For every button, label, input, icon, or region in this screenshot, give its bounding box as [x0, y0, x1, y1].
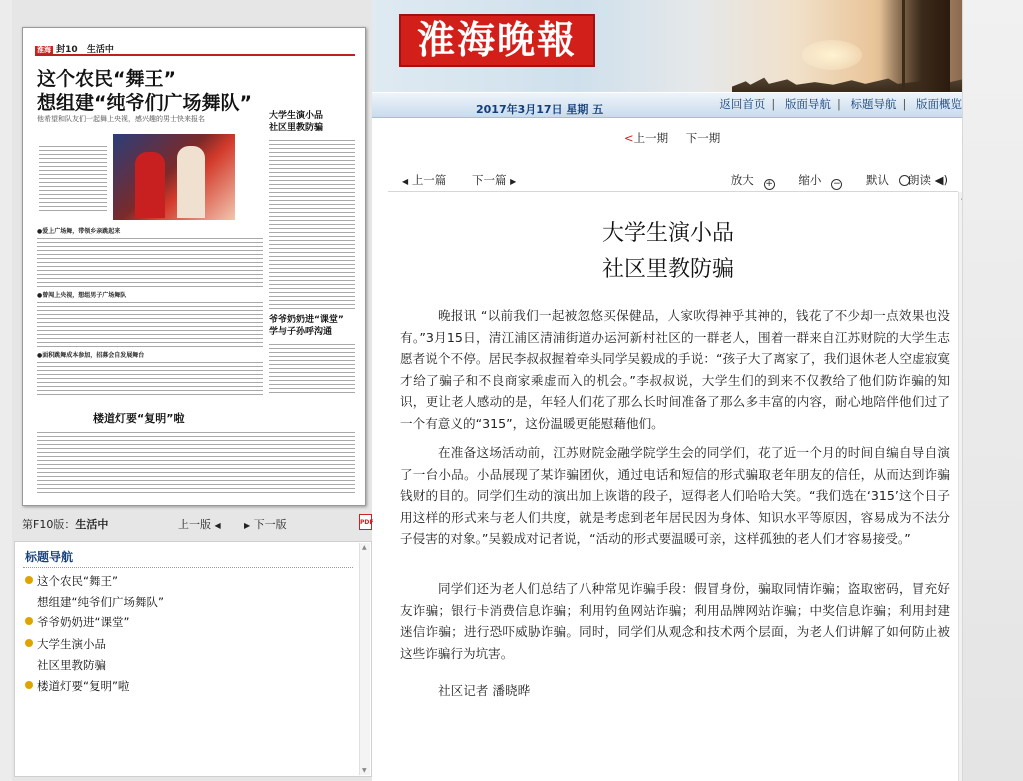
thumb-side-title[interactable]: 大学生演小品 社区里教防骗: [269, 111, 324, 133]
title-nav-item[interactable]: [25, 571, 164, 613]
article-paragraph-2: 在准备这场活动前，江苏财院金融学院学生会的同学们，花了近一个月的时间自编自导自演了一台小品。小品展现了某诈骗团伙，通过电话和短信的形式骗取老年朋友的信任，从而达到诈骗钱财的目的。同学们生动的演出加上诙谐的段子，逗得老人们哈哈大笑。“我们选在‘315’这个日子用这样的形式来与老人们共度，就是考虑到老年居民因为身体、知识水平等原因，容易成为不法分子侵害的对象。”吴毅成对记者说，“活动的形式要温暖可亲，这样孤独的老人们才容易接受。”: [400, 445, 950, 546]
scroll-up-icon[interactable]: ▲: [362, 544, 367, 551]
title-nav-item[interactable]: [25, 612, 129, 633]
nav-overview-link[interactable]: 版面概览: [916, 97, 962, 111]
prev-article-label: 上一篇: [411, 173, 447, 187]
thumb-photo: [113, 134, 235, 220]
zoom-out-label: 缩小: [798, 173, 822, 187]
left-column: [12, 0, 372, 781]
title-nav-heading: 标题导航: [25, 550, 74, 564]
newspaper-page-thumbnail[interactable]: [22, 27, 366, 506]
title-nav-item-line: 想组建“纯爷们广场舞队”: [37, 595, 164, 609]
thumb-section: 生活中: [86, 45, 114, 55]
thumb-page-header: [35, 42, 355, 56]
title-nav-item-line: 这个农民“舞王”: [37, 574, 118, 588]
prev-page-link[interactable]: [178, 516, 221, 532]
article-headline-line1: 大学生演小品: [601, 221, 734, 246]
title-nav-item-line: 大学生演小品: [37, 637, 106, 651]
edition-name: 生活中: [75, 518, 109, 531]
zoom-in-button[interactable]: [721, 173, 775, 187]
date-nav-bar: [372, 92, 962, 118]
read-aloud-label: 朗读: [908, 173, 931, 187]
article-pane: [388, 162, 962, 781]
tree-graphic: [880, 0, 950, 92]
triangle-right-icon: ▶: [510, 177, 517, 186]
title-nav-item-line: 社区里教防骗: [37, 658, 106, 672]
thumb-section-head-2: ●曾闯上央视，想组男子广场舞队: [37, 292, 127, 299]
next-issue-link[interactable]: 下一期: [685, 131, 721, 145]
masthead-banner: [372, 0, 962, 92]
thumb-subtitle: 他希望和队友们一起舞上央视，感兴趣的男士快来报名: [37, 115, 205, 123]
chevron-left-icon: <: [624, 131, 634, 145]
divider: [23, 567, 353, 568]
article-paragraph-3: 同学们还为老人们总结了八种常见诈骗手段：假冒身份，骗取同情诈骗；盗取密码，冒充好友诈骗；银行卡消费信息诈骗；利用钓鱼网站诈骗；利用品牌网站诈骗；中奖信息诈骗；利用封建迷信诈骗；进行恐吓威胁诈骗。同时，同学们从观念和技术两个层面，为老人们讲解了如何防止被这些诈骗行为坑害。: [400, 581, 950, 661]
title-nav-item-line: 楼道灯要“复明”啦: [37, 679, 130, 693]
top-navigation: 返回首页 | 版面导航 | 标题导航 | 版面概览: [719, 97, 962, 111]
nav-titles-link[interactable]: 标题导航: [850, 97, 897, 111]
thumb-brand-mark: 淮海: [37, 46, 51, 54]
title-navigation-panel: [14, 541, 372, 777]
title-nav-scrollbar[interactable]: [359, 543, 370, 775]
scroll-down-icon[interactable]: ▼: [362, 767, 367, 774]
minus-circle-icon: −: [833, 179, 841, 189]
triangle-left-icon: ◀: [214, 521, 221, 530]
thumb-section-head-3: ●面积跳舞成本参加，招募会自发展舞台: [37, 352, 145, 359]
edition-prefix: 第F10版：: [22, 518, 76, 531]
next-page-link[interactable]: [244, 516, 287, 532]
nav-layout-link[interactable]: 版面导航: [784, 97, 831, 111]
newspaper-logo[interactable]: 淮海晚報: [399, 14, 595, 67]
sunset-graphic: [802, 40, 862, 70]
bullet-icon: [25, 576, 33, 584]
issue-date: 2017年3月17日 星期 五: [476, 103, 604, 116]
bullet-icon: [25, 681, 33, 689]
nav-home-link[interactable]: 返回首页: [719, 97, 766, 111]
bullet-icon: [25, 617, 33, 625]
thumb-page-no: 封10: [56, 45, 78, 55]
triangle-right-icon: ▶: [244, 521, 251, 530]
next-page-label: 下一版: [253, 518, 287, 531]
zoom-default-label: 默认: [866, 173, 889, 187]
article-toolbar: [388, 162, 958, 192]
issue-navigation: [624, 130, 720, 146]
window-right-margin: [962, 0, 1023, 781]
prev-article-link[interactable]: [402, 172, 446, 188]
prev-issue-link[interactable]: 上一期: [633, 131, 669, 145]
thumb-side-title2[interactable]: 爷爷奶奶进“课堂” 学与子孙呼沟通: [269, 315, 344, 337]
thumb-section-head-1: ●爱上广场舞，带领乡亲跳起来: [37, 228, 121, 235]
thumb-main-title-line1[interactable]: 这个农民“舞王”: [37, 68, 176, 90]
title-nav-item-line: 爷爷奶奶进“课堂”: [37, 615, 130, 629]
thumb-quote-block: [37, 134, 109, 220]
triangle-left-icon: ◀: [402, 177, 409, 186]
prev-page-label: 上一版: [178, 518, 211, 531]
title-nav-item[interactable]: [25, 676, 129, 697]
thumb-bottom-title[interactable]: 楼道灯要“复明”啦: [93, 412, 185, 425]
page-nav-bar: [22, 514, 372, 534]
article-signature: 社区记者 潘晓晔: [438, 683, 531, 698]
edition-label: [22, 516, 108, 532]
next-article-link[interactable]: [472, 172, 516, 188]
bullet-icon: [25, 639, 33, 647]
zoom-controls: [711, 172, 910, 190]
article-headline-line2: 社区里教防骗: [601, 257, 734, 282]
speaker-icon: ◀): [934, 173, 948, 187]
page: [12, 0, 962, 781]
read-aloud-button[interactable]: [908, 172, 948, 188]
zoom-in-label: 放大: [730, 173, 754, 187]
title-nav-item[interactable]: [25, 634, 106, 676]
thumb-main-title-line2[interactable]: 想组建“纯爷们广场舞队”: [37, 92, 252, 114]
article-paragraph-1: 晚报讯 “以前我们一起被忽悠买保健品，人家吹得神乎其神的，钱花了不少却一点效果也没有。”3月15日，清江浦区清浦街道办运河新村社区的一群老人，围着一群来自江苏财院的大学生志愿者说个不停。居民李叔叔握着牵头同学吴毅成的手说：“孩子大了离家了，我们退休老人空虚寂寞才给了骗子和不良商家乘虚而入的机会。”李叔叔说，大学生们的到来不仅教给了他们防诈骗的知识，更让老人感动的是，年轻人们花了那么长时间准备了那么多丰富的内容，耐心地陪伴他们过了一个有意义的“315”，这份温暖更能慰藉他们。: [400, 308, 950, 431]
plus-circle-icon: +: [765, 179, 773, 189]
zoom-default-button[interactable]: [856, 173, 910, 187]
zoom-out-button[interactable]: [788, 173, 842, 187]
pdf-icon[interactable]: PDF: [359, 514, 372, 530]
next-article-label: 下一篇: [472, 173, 507, 187]
